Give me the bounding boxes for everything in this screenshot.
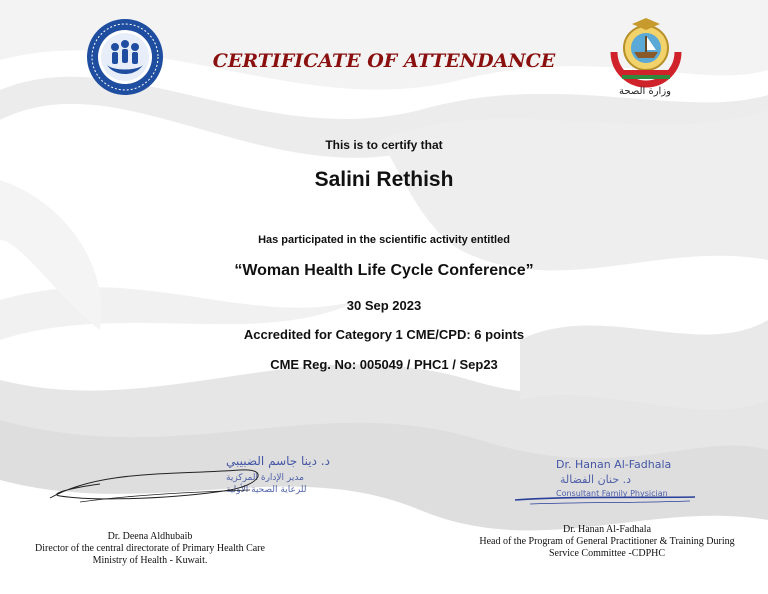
event-title: “Woman Health Life Cycle Conference” (234, 262, 534, 279)
right-stamp-name: Dr. Hanan Al-Fadhala (556, 458, 672, 471)
left-signatory (0, 531, 300, 567)
right-signatory-title-1: Head of the Program of General Practitioner & Training During (479, 536, 735, 547)
event-date: 30 Sep 2023 (346, 298, 422, 313)
left-stamp-line2: مدير الإدارة المركزية (226, 473, 304, 483)
primary-health-care-seal-icon (85, 17, 165, 97)
right-stamp-arabic: د. حنان الفضالة (560, 473, 632, 486)
left-signature-stamp (40, 440, 330, 520)
right-signature-stamp (510, 452, 710, 522)
cme-reg-number: CME Reg. No: 005049 / PHC1 / Sep23 (270, 357, 498, 372)
right-signatory-name: Dr. Hanan Al-Fadhala (562, 524, 652, 535)
ministry-arabic-label: وزارة الصحة (619, 86, 671, 97)
left-signatory-title-2: Ministry of Health - Kuwait. (92, 555, 208, 566)
recipient-name: Salini Rethish (314, 168, 454, 191)
right-stamp-role: Consultant Family Physician (556, 489, 668, 498)
right-signatory-title-2: Service Committee -CDPHC (548, 548, 666, 559)
right-signatory (452, 524, 762, 560)
left-signatory-name: Dr. Deena Aldhubaib (107, 531, 193, 542)
left-signatory-title-1: Director of the central directorate of Primary Health Care (35, 543, 265, 554)
left-stamp-line3: للرعاية الصحية الأولية (226, 485, 307, 495)
left-stamp-line1: د. دينا جاسم الضبيبي (226, 454, 330, 468)
certificate-title: CERTIFICATE OF ATTENDANCE (212, 50, 556, 72)
certify-text: This is to certify that (325, 138, 443, 152)
participated-text: Has participated in the scientific activity entitled (258, 234, 510, 246)
accreditation-text: Accredited for Category 1 CME/CPD: 6 points (243, 327, 525, 342)
